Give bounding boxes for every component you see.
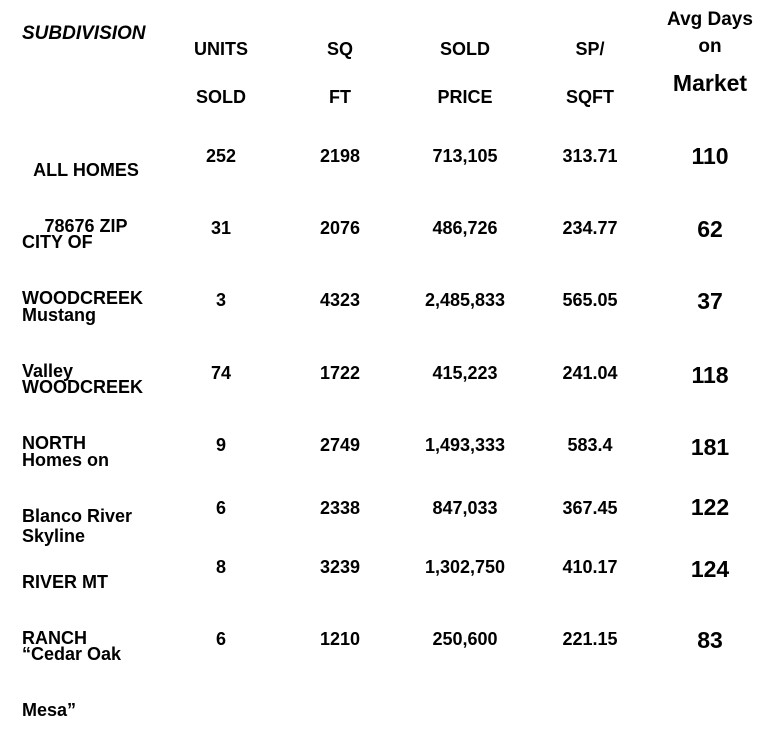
row-days: 122 (690, 494, 730, 520)
row-price: 486,726 (432, 218, 498, 238)
row-units: 3 (215, 290, 227, 310)
row-sp-sqft: 583.4 (567, 435, 613, 455)
row-price: 1,493,333 (424, 435, 506, 455)
header-days-line1: Avg Days (667, 9, 753, 30)
row-price: 847,033 (432, 498, 498, 518)
row-sp-sqft: 221.15 (562, 629, 618, 649)
row-units: 31 (210, 218, 232, 238)
row-name-line1: CITY OF (22, 232, 93, 252)
row-name (22, 612, 121, 752)
row-name-line1: Mustang (22, 305, 96, 325)
row-sqft: 4323 (319, 290, 361, 310)
row-name-line1: Skyline (22, 526, 86, 546)
row-name-line1: WOODCREEK (22, 377, 143, 397)
row-sp-sqft: 565.05 (562, 290, 618, 310)
row-sqft: 2076 (319, 218, 361, 238)
row-sp-sqft: 313.71 (562, 146, 618, 166)
row-name-line2: Blanco River (22, 506, 133, 526)
row-sp-sqft: 410.17 (562, 557, 618, 577)
row-days: 83 (697, 627, 723, 653)
row-sp-sqft: 241.04 (562, 363, 618, 383)
header-sqft-line2: FT (329, 87, 351, 107)
row-days: 181 (690, 434, 730, 460)
row-price: 250,600 (432, 629, 498, 649)
header-price-line1: SOLD (439, 39, 491, 59)
row-sp-sqft: 234.77 (562, 218, 618, 238)
header-spsqft-line1: SP/ (575, 39, 605, 59)
row-days: 37 (697, 288, 723, 314)
row-sqft: 1722 (319, 363, 361, 383)
row-units: 8 (215, 557, 227, 577)
row-sqft: 2198 (319, 146, 361, 166)
header-subdivision: SUBDIVISION (22, 23, 146, 44)
row-name-line2: RANCH (22, 628, 87, 648)
header-days (667, 6, 753, 100)
row-days: 110 (691, 143, 729, 169)
row-name-line1: RIVER MT (22, 572, 109, 592)
row-name-line1: “Cedar Oak (22, 644, 122, 664)
row-units: 6 (215, 498, 227, 518)
row-sqft: 2338 (319, 498, 361, 518)
row-days: 62 (697, 216, 723, 242)
row-days: 118 (691, 362, 729, 388)
header-units-line1: UNITS (194, 39, 248, 59)
header-sqft-line1: SQ (326, 39, 354, 59)
row-days: 124 (690, 556, 730, 582)
header-price-line2: PRICE (437, 87, 493, 107)
row-name-line2: Valley (22, 361, 74, 381)
header-units-line2: SOLD (195, 87, 247, 107)
row-name-line2: NORTH (22, 433, 86, 453)
row-price: 1,302,750 (424, 557, 506, 577)
row-price: 713,105 (432, 146, 498, 166)
row-sp-sqft: 367.45 (562, 498, 618, 518)
row-price: 2,485,833 (424, 290, 506, 310)
header-spsqft-line2: SQFT (566, 87, 614, 107)
row-units: 9 (215, 435, 227, 455)
row-units: 6 (215, 629, 227, 649)
row-name-line1: ALL HOMES (33, 160, 139, 180)
header-days-line2: on (698, 36, 722, 57)
row-sqft: 2749 (319, 435, 361, 455)
row-sqft: 1210 (319, 629, 361, 649)
row-units: 252 (205, 146, 237, 166)
row-name-line2: Mesa” (22, 700, 77, 720)
row-name-line2: WOODCREEK (22, 288, 143, 308)
header-days-line3: Market (672, 70, 748, 96)
row-price: 415,223 (432, 363, 498, 383)
row-units: 74 (210, 363, 232, 383)
row-name-line2: 78676 ZIP (44, 216, 128, 236)
row-sqft: 3239 (319, 557, 361, 577)
row-name-line1: Homes on (22, 450, 110, 470)
